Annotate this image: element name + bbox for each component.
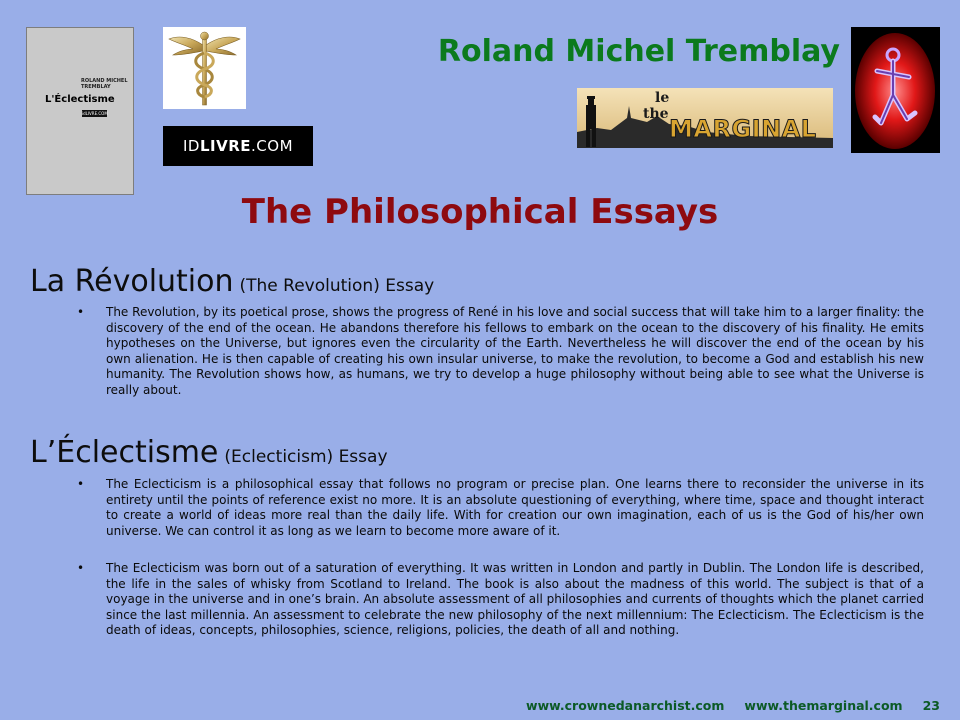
marginal-banner-title: MARGINAL (669, 115, 817, 143)
author-name: Roland Michel Tremblay (437, 34, 840, 69)
footer (480, 698, 940, 713)
paragraph-text: The Revolution, by its poetical prose, shows the progress of René in his love and social success that will take him to a larger finality: the discovery of the end of the ocean. He abandons therefore his fellows to embark on the ocean to the discovery of his finality. He emits hypotheses on the Universe, but ignores even the circularity of the Earth. Nevertheless he will discover the end of the ocean by his own alienation. He is then capable of creating his own insular universe, to make the revolution, to become a God and establish his new humanity. The Revolution shows how, as humans, we try to develop a huge philosophy without being able to see what the Universe is really about. (106, 305, 924, 397)
section-subtitle: (Eclecticism) Essay (224, 447, 388, 467)
section-heading-revolution (30, 264, 434, 299)
book-cover-author: ROLAND MICHEL TREMBLAY (81, 78, 128, 90)
paragraph-text: The Eclecticism is a philosophical essay that follows no program or precise plan. One learns there to reconsider the universe in its entirety until the points of reference exist no more. It is an absolute questioning of everything, where time, space and thought interact to create a world of ideas more real than the daily life. With for creation our own imagination, each of us is the God of his/her own universe. We can control it as long as we learn to become more aware of it. (106, 477, 924, 538)
book-cover-publisher: idLIVRE.COM (82, 111, 108, 116)
book-cover-title: L'Éclectisme (45, 94, 115, 105)
section-paragraph (77, 477, 924, 539)
footer-link-crownedanarchist[interactable]: www.crownedanarchist.com (526, 698, 725, 713)
footer-link-themarginal[interactable]: www.themarginal.com (744, 698, 903, 713)
marginal-banner-le: le (655, 90, 670, 106)
section-subtitle: (The Revolution) Essay (239, 276, 435, 296)
idlivre-logo-part2: LIVRE (199, 137, 252, 155)
idlivre-logo-part1: ID (182, 137, 200, 155)
caduceus-logo (163, 27, 246, 109)
section-paragraph (77, 305, 924, 398)
section-heading-eclectisme (30, 435, 388, 470)
section-title: La Révolution (30, 264, 234, 299)
bullet-icon: • (77, 561, 85, 575)
page-title: The Philosophical Essays (241, 192, 719, 232)
page-number: 23 (922, 698, 940, 713)
book-cover-image (26, 27, 134, 195)
figure-logo (851, 27, 940, 153)
paragraph-text: The Eclecticism was born out of a saturation of everything. It was written in London and partly in Dublin. The London life is described, the life in the sales of whisky from Scotland to Ireland. The book is also about the madness of this world. The subject is that of a voyage in the universe and in one’s brain. An absolute assessment of all philosophies and currents of thoughts which the planet carried since the last millennia. An assessment to celebrate the new philosophy of the next millennium: The Eclecticism. The Eclecticism is the death of ideas, concepts, philosophies, science, religions, policies, the death of all and nothing. (106, 561, 924, 637)
section-title: L’Éclectisme (30, 435, 219, 470)
marginal-banner-logo (577, 88, 833, 148)
idlivre-logo-part3: .COM (251, 137, 294, 155)
bullet-icon: • (77, 305, 85, 319)
marginal-banner-the: the (643, 106, 669, 122)
bullet-icon: • (77, 477, 85, 491)
section-paragraph (77, 561, 924, 639)
idlivre-logo (163, 126, 313, 166)
